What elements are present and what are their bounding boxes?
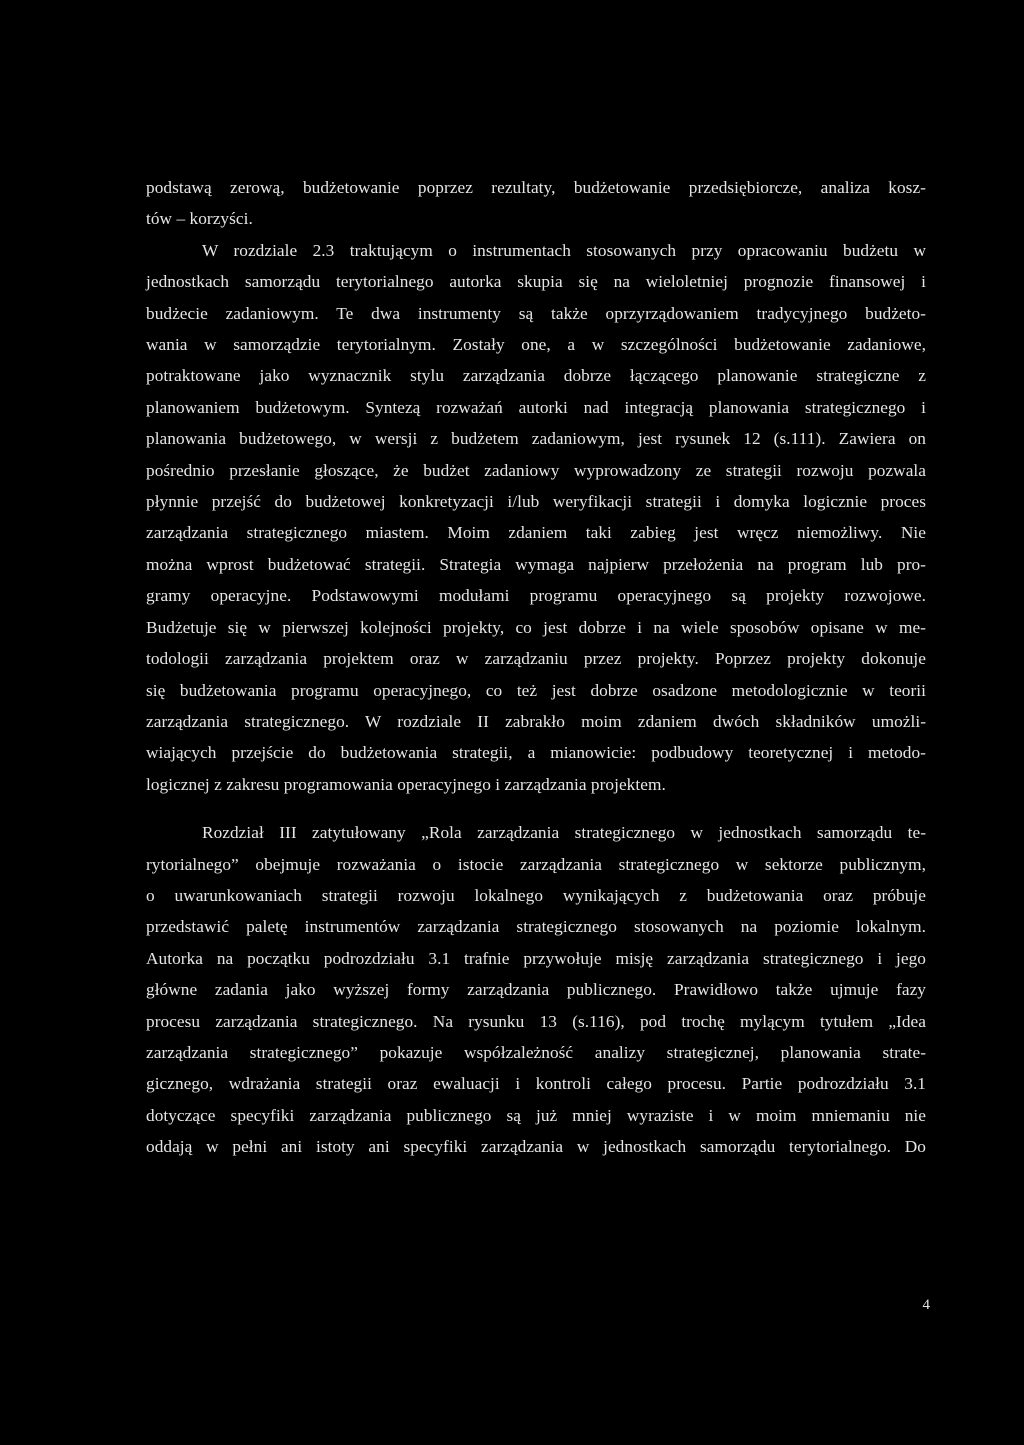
text-line: gicznego, wdrażania strategii oraz ewaluacji i kontroli całego procesu. Partie podrozdziału 3.1 [146,1074,926,1094]
text-line: potraktowane jako wyznacznik stylu zarządzania dobrze łączącego planowanie strategiczne z [146,366,926,386]
text-line: gramy operacyjne. Podstawowymi modułami programu operacyjnego są projekty rozwojowe. [146,586,926,606]
text-line: procesu zarządzania strategicznego. Na rysunku 13 (s.116), pod trochę mylącym tytułem „Idea [146,1011,926,1031]
text-line: budżecie zadaniowym. Te dwa instrumenty są także oprzyrządowaniem tradycyjnego budżeto- [146,303,926,323]
text-line: się budżetowania programu operacyjnego, co też jest dobrze osadzone metodologicznie w teorii [146,680,926,700]
text-line: jednostkach samorządu terytorialnego autorka skupia się na wieloletniej prognozie finansowej i [146,272,926,292]
text-line: zarządzania strategicznego. W rozdziale II zabrakło moim zdaniem dwóch składników umożli- [146,711,926,731]
text-line: o uwarunkowaniach strategii rozwoju lokalnego wynikających z budżetowania oraz próbuje [146,885,926,905]
text-line: pośrednio przesłanie głoszące, że budżet zadaniowy wyprowadzony ze strategii rozwoju pozwala [146,460,926,480]
paragraph-1 [146,172,926,235]
text-line: tów – korzyści. [146,209,253,229]
text-line: wiających przejście do budżetowania strategii, a mianowicie: podbudowy teoretycznej i metodo- [146,743,926,763]
text-line: podstawą zerową, budżetowanie poprzez rezultaty, budżetowanie przedsiębiorcze, analiza kosz- [146,178,926,197]
text-line: rytorialnego” obejmuje rozważania o istocie zarządzania strategicznego w sektorze publicznym, [146,854,926,874]
page-number: 4 [922,1297,930,1313]
text-line: płynnie przejść do budżetowej konkretyzacji i/lub weryfikacji strategii i domyka logicznie proces [146,492,926,512]
text-line: zarządzania strategicznego miastem. Moim zdaniem taki zabieg jest wręcz niemożliwy. Nie [146,523,926,543]
text-line: przedstawić paletę instrumentów zarządzania strategicznego stosowanych na poziomie lokalnym. [146,917,926,937]
text-line: zarządzania strategicznego” pokazuje współzależność analizy strategicznej, planowania strate- [146,1042,926,1062]
text-line: Rozdział III zatytułowany „Rola zarządzania strategicznego w jednostkach samorządu te- [202,823,926,843]
text-line: można wprost budżetować strategii. Strategia wymaga najpierw przełożenia na program lub pro- [146,554,926,574]
text-line: planowania budżetowego, w wersji z budżetem zadaniowym, jest rysunek 12 (s.111). Zawiera on [146,429,926,449]
text-line: logicznej z zakresu programowania operacyjnego i zarządzania projektem. [146,774,666,794]
text-line: planowaniem budżetowym. Syntezą rozważań autorki nad integracją planowania strategicznego i [146,397,926,417]
paragraph-2 [146,235,926,800]
text-line: Autorka na początku podrozdziału 3.1 trafnie przywołuje misję zarządzania strategicznego i jego [146,948,926,968]
text-line: oddają w pełni ani istoty ani specyfiki zarządzania w jednostkach samorządu terytorialnego. Do [146,1137,926,1157]
text-line: W rozdziale 2.3 traktującym o instrumentach stosowanych przy opracowaniu budżetu w [202,240,926,260]
document-body [146,172,926,1163]
text-line: wania w samorządzie terytorialnym. Zostały one, a w szczególności budżetowanie zadaniowe, [146,335,926,355]
text-line: todologii zarządzania projektem oraz w zarządzaniu przez projekty. Poprzez projekty dokonuje [146,649,926,669]
paragraph-3 [146,817,926,1162]
text-line: Budżetuje się w pierwszej kolejności projekty, co jest dobrze i na wiele sposobów opisane w me- [146,617,926,637]
text-line: główne zadania jako wyższej formy zarządzania publicznego. Prawidłowo także ujmuje fazy [146,980,926,1000]
text-line: dotyczące specyfiki zarządzania publicznego są już mniej wyraziste i w moim mniemaniu nie [146,1105,926,1125]
